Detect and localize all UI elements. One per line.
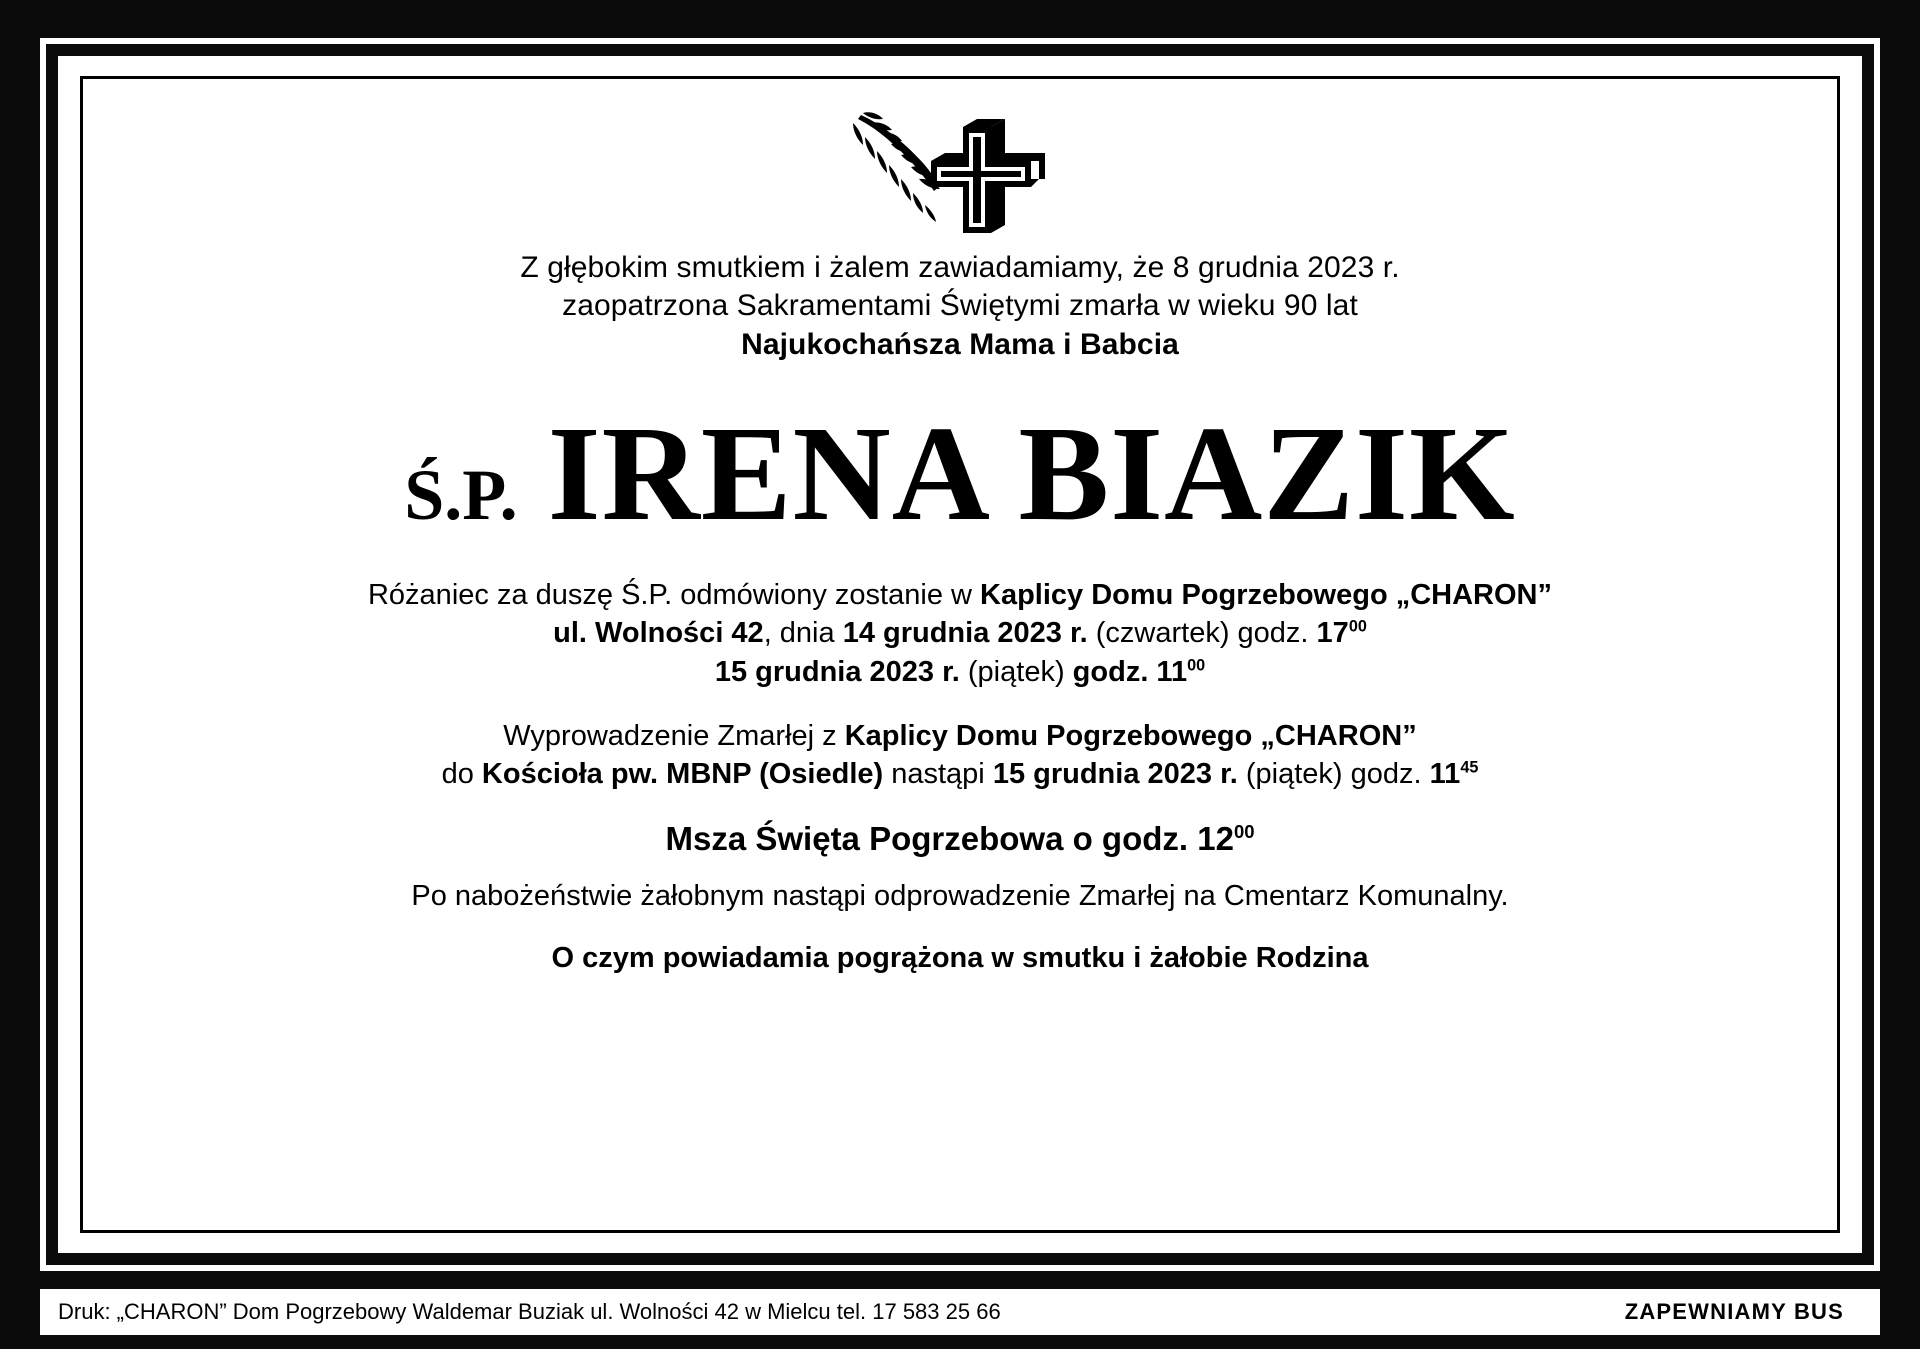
poster-inner-frame (58, 56, 1862, 1253)
rosary-line-2-sep: , dnia (763, 617, 843, 650)
rosary-line-1 (123, 576, 1797, 614)
rosary-hour-1: 17 (1316, 617, 1349, 650)
procession-line-2 (123, 755, 1797, 793)
footer-bar (40, 1289, 1880, 1335)
honorific: Ś.P. (404, 455, 518, 536)
procession-chapel-name: Kaplicy Domu Pogrzebowego „CHARON” (844, 719, 1417, 752)
procession-to: do (441, 758, 482, 791)
procession-church: Kościoła pw. MBNP (Osiedle) (481, 758, 884, 791)
lead-line-3: Najukochańsza Mama i Babcia (741, 327, 1179, 361)
procession-weekday: (piątek) godz. (1237, 758, 1430, 791)
deceased-name: IRENA BIAZIK (547, 399, 1516, 550)
procession-info (123, 717, 1797, 794)
rosary-street: ul. Wolności 42 (553, 617, 764, 650)
rosary-weekday-2: (piątek) (959, 655, 1073, 688)
procession-minutes: 45 (1460, 758, 1479, 777)
rosary-minutes-1: 00 (1348, 617, 1367, 636)
lead-line-2: zaopatrzona Sakramentami Świętymi zmarła w wieku 90 lat (562, 289, 1358, 323)
mass-minutes: 00 (1233, 820, 1255, 842)
rosary-hour-2: godz. 11 (1072, 655, 1188, 688)
rosary-weekday-1: (czwartek) godz. (1087, 617, 1317, 650)
poster-content (80, 76, 1840, 1233)
rosary-chapel-name: Kaplicy Domu Pogrzebowego „CHARON” (980, 579, 1553, 612)
family-note: O czym powiadamia pogrążona w smutku i żałobie Rodzina (551, 942, 1369, 975)
rosary-info (123, 576, 1797, 691)
mass-text: Msza Święta Pogrzebowa o godz. 12 (665, 819, 1234, 857)
rosary-line-1-text: Różaniec za duszę Ś.P. odmówiony zostanie w (367, 579, 981, 612)
bus-notice: ZAPEWNIAMY BUS (1624, 1299, 1844, 1324)
after-service-note: Po nabożeństwie żałobnym nastąpi odprowadzenie Zmarłej na Cmentarz Komunalny. (411, 880, 1509, 913)
procession-line-1 (123, 717, 1797, 755)
rosary-line-2 (123, 614, 1797, 652)
lead-line-1: Z głębokim smutkiem i żalem zawiadamiamy, że 8 grudnia 2023 r. (520, 251, 1400, 284)
mass-info (666, 818, 1255, 861)
cross-with-palm-branch-icon (845, 109, 1075, 239)
procession-line-1-text: Wyprowadzenie Zmarłej z (503, 719, 845, 752)
poster-outer-frame (40, 38, 1880, 1271)
procession-date: 15 grudnia 2023 r. (992, 758, 1238, 791)
procession-hour: 11 (1429, 758, 1461, 791)
rosary-minutes-2: 00 (1187, 656, 1206, 675)
procession-will-be: nastąpi (883, 758, 993, 791)
lead-paragraph (520, 249, 1399, 364)
rosary-date-2: 15 grudnia 2023 r. (714, 655, 960, 688)
rosary-line-3 (123, 653, 1797, 691)
rosary-date-1: 14 grudnia 2023 r. (842, 617, 1088, 650)
printer-credit: Druk: „CHARON” Dom Pogrzebowy Waldemar Buziak ul. Wolności 42 w Mielcu tel. 17 583 25 66 (58, 1299, 1001, 1324)
deceased-name-row (123, 399, 1797, 550)
